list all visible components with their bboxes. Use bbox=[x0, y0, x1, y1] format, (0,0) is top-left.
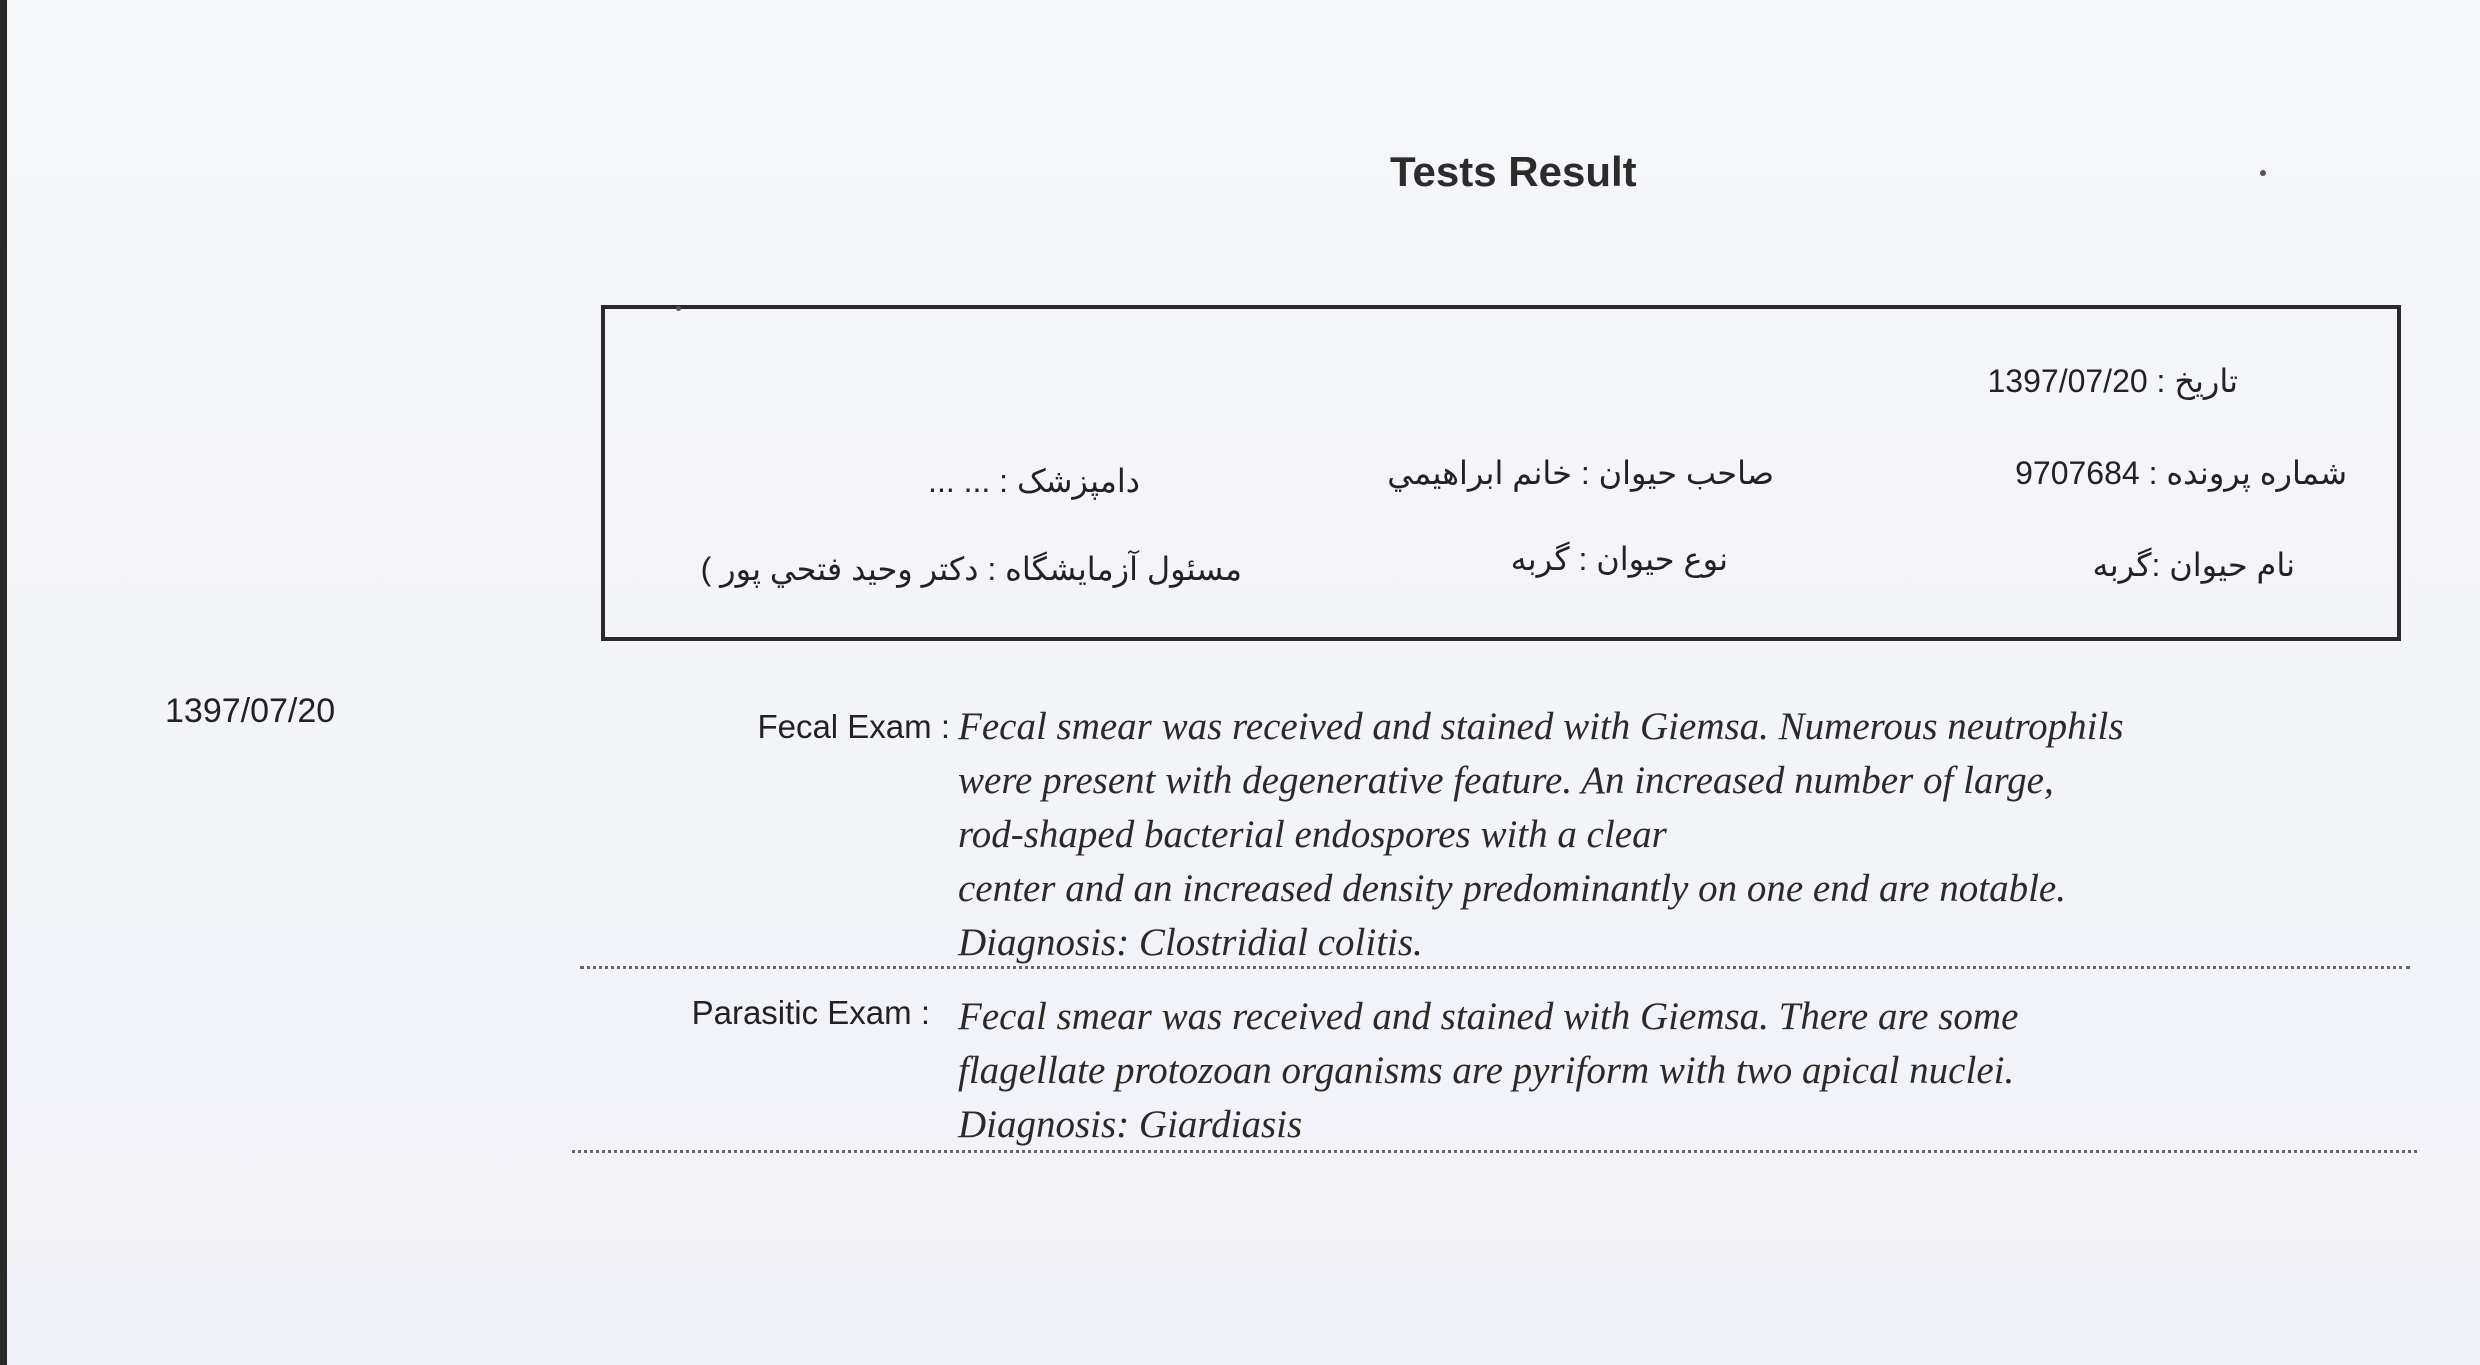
fecal-exam-line: were present with degenerative feature. An increased number of large, bbox=[958, 759, 2054, 802]
report-date: 1397/07/20 bbox=[165, 692, 336, 730]
fecal-exam-text bbox=[958, 700, 2124, 970]
date-field: تاريخ : 1397/07/20 bbox=[1987, 363, 2238, 399]
scan-speck bbox=[2260, 170, 2266, 176]
parasitic-exam-line: Fecal smear was received and stained with Giemsa. There are some bbox=[958, 995, 2019, 1038]
parasitic-exam-text bbox=[958, 990, 2018, 1152]
fecal-exam-label: Fecal Exam : bbox=[757, 708, 950, 745]
parasitic-exam-line: Diagnosis: Giardiasis bbox=[958, 1103, 1303, 1146]
vet-field: دامپزشک : ... ... bbox=[928, 463, 1140, 499]
fecal-exam-line: rod-shaped bacterial endospores with a clear bbox=[958, 813, 1667, 856]
page-title: Tests Result bbox=[1390, 148, 1637, 195]
animal-name-field: نام حيوان :گربه bbox=[2092, 547, 2295, 583]
parasitic-exam-line: flagellate protozoan organisms are pyriform with two apical nuclei. bbox=[958, 1049, 2015, 1092]
animal-type-field: نوع حيوان : گربه bbox=[1510, 541, 1728, 577]
fecal-exam-line: Fecal smear was received and stained with Giemsa. Numerous neutrophils bbox=[958, 705, 2124, 748]
fecal-exam-line: center and an increased density predominantly on one end are notable. bbox=[958, 867, 2066, 910]
file-number-field: شماره پرونده : 9707684 bbox=[2015, 455, 2347, 491]
section-divider bbox=[572, 1150, 2417, 1153]
scan-speck bbox=[676, 306, 681, 311]
parasitic-exam-label: Parasitic Exam : bbox=[691, 994, 930, 1031]
lab-manager-field: مسئول آزمايشگاه : دكتر وحيد فتحي پور ) bbox=[700, 551, 1242, 587]
fecal-exam-line: Diagnosis: Clostridial colitis. bbox=[958, 921, 1423, 964]
scan-edge bbox=[0, 0, 7, 1365]
section-divider bbox=[580, 966, 2410, 969]
owner-field: صاحب حيوان : خانم ابراهيمي bbox=[1387, 455, 1774, 491]
